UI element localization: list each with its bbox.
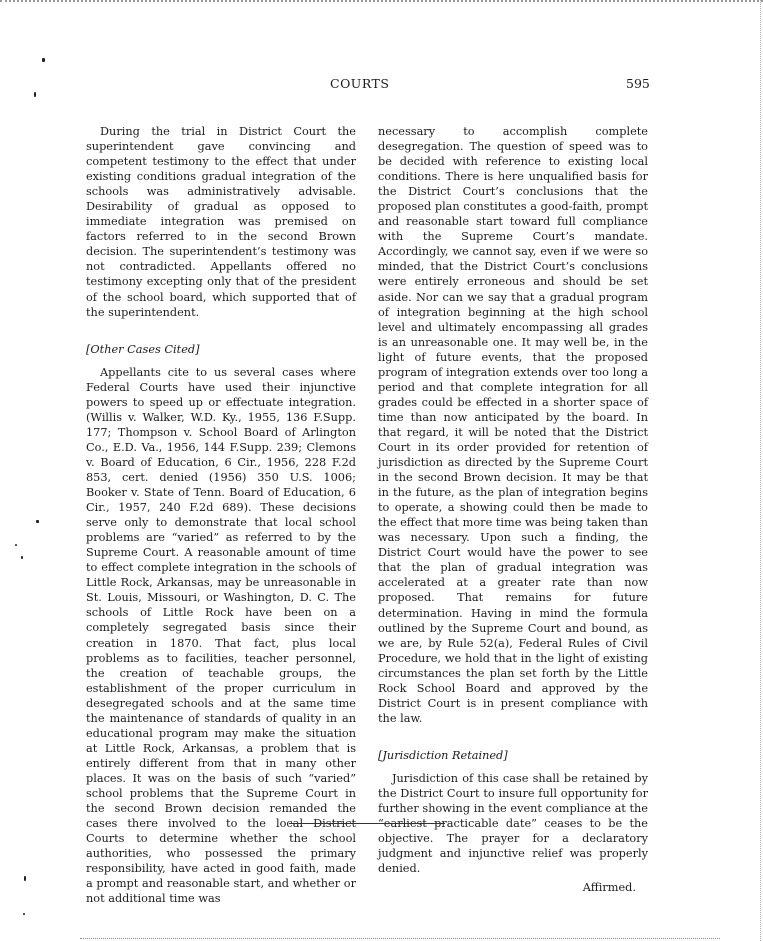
- scan-speck: [21, 556, 23, 559]
- top-scan-border: [0, 0, 763, 5]
- scan-speck: [15, 544, 17, 546]
- right-scan-border: [760, 0, 761, 941]
- closing-affirmed: Affirmed.: [582, 881, 636, 895]
- scan-speck: [36, 520, 39, 523]
- section-heading-jurisdiction: [Jurisdiction Retained]: [378, 748, 508, 762]
- scan-speck: [34, 92, 36, 97]
- running-head-title: COURTS: [330, 76, 390, 91]
- left-column: [86, 124, 356, 906]
- scan-speck: [23, 913, 25, 915]
- section-heading-other-cases: [Other Cases Cited]: [86, 342, 200, 356]
- end-rule-divider: [289, 823, 445, 824]
- scan-speck: [42, 58, 45, 62]
- right-paragraph-continuation: necessary to accomplish complete desegregation. The question of speed was to be decided with reference to existing local conditions. There is here unqualified basis for the District Court’s conclusions that the proposed plan constitutes a good-faith, prompt and reasonable start toward full compliance with the Supreme Court’s mandate. Accordingly, we cannot say, even if we were so minded, that the District Court’s conclusions were entirely erroneous and should be set aside. Nor can we say that a gradual program of integration beginning at the high school level and ultimately encompassing all grades is an unreasonable one. It may well be, in the light of future events, that the proposed program of integration extends over too long a period and that complete integration for all grades could be effected in a shorter space of time than now anticipated by the board. In that regard, it will be noted that the District Court in its order provided for retention of jurisdiction as directed by the Supreme Court in the second Brown decision. It may be that in the future, as the plan of integration begins to operate, a showing could then be made to the effect that more time was being taken than was necessary. Upon such a finding, the District Court would have the power to see that the plan of gradual integration was accelerated at a greater rate than now proposed. That remains for future determination. Having in mind the formula outlined by the Supreme Court and bound, as we are, by Rule 52(a), Federal Rules of Civil Procedure, we hold that in the light of existing circumstances the plan set forth by the Little Rock School Board and approved by the District Court is in present compliance with the law.: [378, 125, 648, 725]
- right-paragraph-jurisdiction: Jurisdiction of this case shall be retained by the District Court to insure full opportunity for further showing in the event compliance at the “earliest practicable date” ceases to be the objective. The prayer for a declaratory judgment and injunctive relief was properly denied.: [378, 771, 648, 876]
- page-number: 595: [626, 76, 650, 91]
- left-paragraph-testimony: During the trial in District Court the superintendent gave convincing and competent testimony to the effect that under existing conditions gradual integration of the schools was administratively advisable. Desirability of gradual as opposed to immediate integration was premised on factors referred to in the second Brown decision. The superintendent’s testimony was not contradicted. Appellants offered no testimony excepting only that of the president of the school board, which supported that of the superintendent.: [86, 125, 356, 319]
- right-column: [378, 124, 648, 895]
- left-paragraph-cases: Appellants cite to us several cases where Federal Courts have used their injunctive powers to speed up or effectuate integration. (Willis v. Walker, W.D. Ky., 1955, 136 F.Supp. 177; Thompson v. School Board of Arlington Co., E.D. Va., 1956, 144 F.Supp. 239; Clemons v. Board of Education, 6 Cir., 1956, 228 F.2d 853, cert. denied (1956) 350 U.S. 1006; Booker v. State of Tenn. Board of Education, 6 Cir., 1957, 240 F.2d 689). These decisions serve only to demonstrate that local school problems are “varied” as referred to by the Supreme Court. A reasonable amount of time to effect complete integration in the schools of Little Rock, Arkansas, may be unreasonable in St. Louis, Missouri, or Washington, D. C. The schools of Little Rock have been on a completely segregated basis since their creation in 1870. That fact, plus local problems as to facilities, teacher personnel, the creation of teachable groups, the establishment of the proper curriculum in desegregated schools and at the same time the maintenance of standards of quality in an educational program may make the situation at Little Rock, Arkansas, a problem that is entirely different from that in many other places. It was on the basis of such “varied” school problems that the Supreme Court in the second Brown decision remanded the cases there involved to the local District Courts to determine whether the school authorities, who possessed the primary responsibility, have acted in good faith, made a prompt and reasonable start, and whether or not additional time was: [86, 365, 356, 906]
- scan-speck: [24, 876, 26, 881]
